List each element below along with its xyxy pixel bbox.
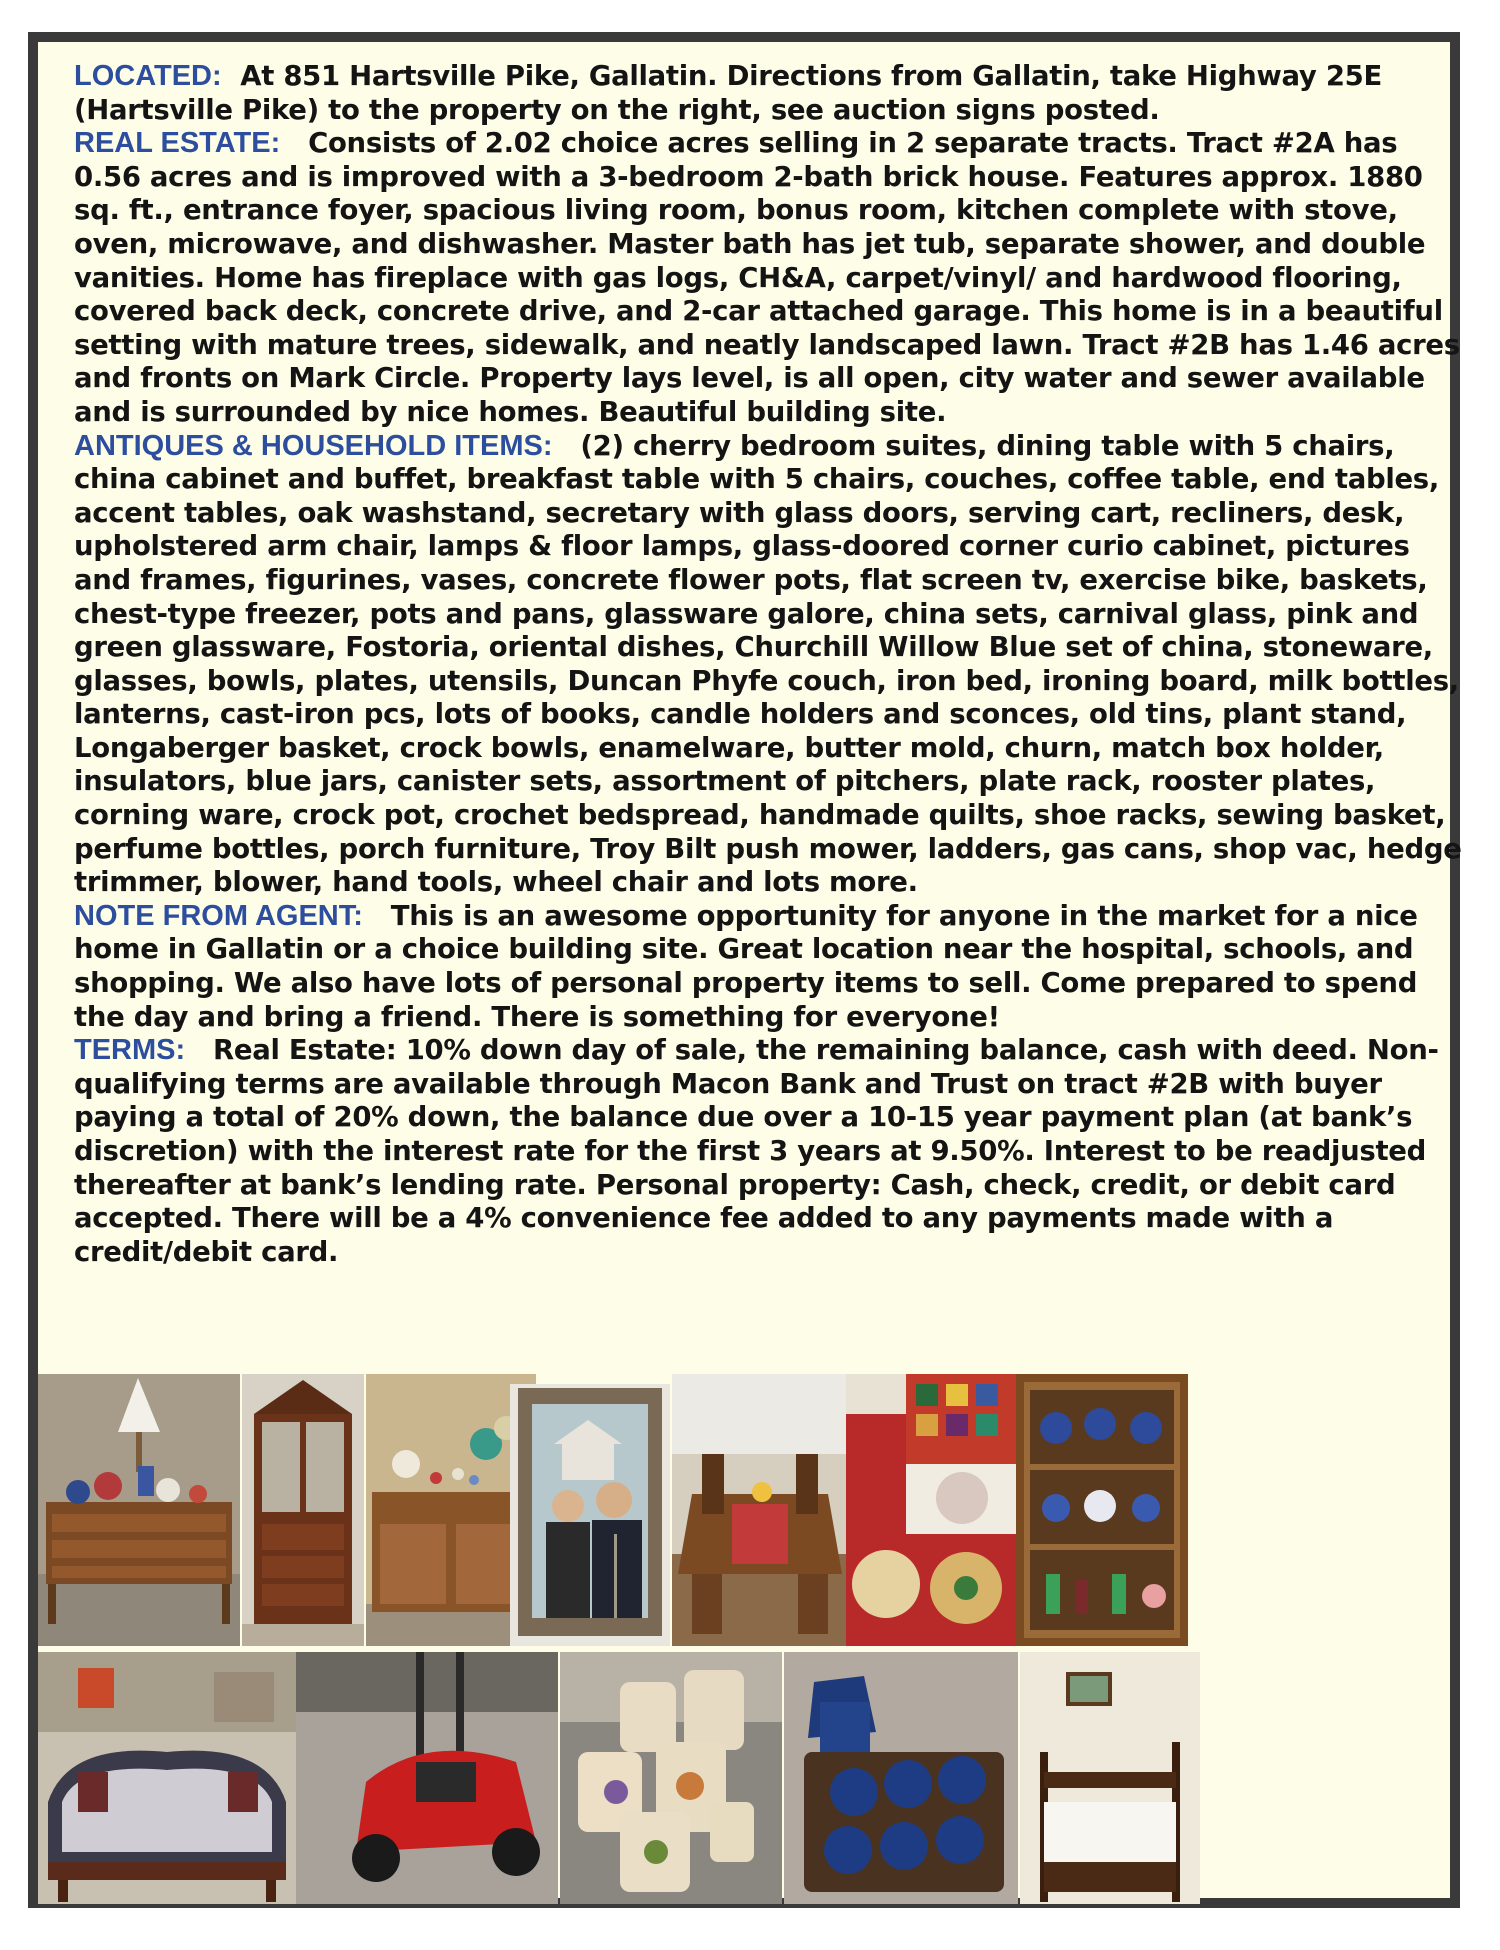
terms-heading: TERMS: xyxy=(74,1034,186,1067)
photo-china-cabinet xyxy=(1016,1374,1188,1646)
note-heading: NOTE FROM AGENT: xyxy=(74,899,363,932)
photo-push-mower xyxy=(296,1652,558,1904)
photo-american-gothic-print xyxy=(510,1384,670,1646)
photo-secretary-desk xyxy=(242,1374,364,1646)
antiques-section xyxy=(74,430,1464,900)
photo-bedroom-bed xyxy=(1020,1652,1200,1904)
photo-canister-set xyxy=(560,1652,782,1904)
photo-duncan-phyfe-couch xyxy=(38,1652,296,1904)
terms-section xyxy=(74,1034,1464,1269)
antiques-heading: ANTIQUES & HOUSEHOLD ITEMS: xyxy=(74,429,553,462)
real-estate-body: Consists of 2.02 choice acres selling in 2 separate tracts. Tract #2A has 0.56 acres and is improved with a 3-bedroom 2-bath brick house. Features approx. 1880 sq. ft., entrance foyer, spacious living room, bonus room, kitchen complete with stove, oven, microwave, and dishwasher. Master bath has jet tub, separate shower, and double vanities. Home has fireplace with gas logs, CH&A, carpet/vinyl/ and hardwood flooring, covered back deck, concrete drive, and 2-car attached garage. This home is in a beautiful setting with mature trees, sidewalk, and neatly landscaped lawn. Tract #2B has 1.46 acres and fronts on Mark Circle. Property lays level, is all open, city water and sewer available and is surrounded by nice homes. Beautiful building site. xyxy=(74,127,1460,428)
note-body: This is an awesome opportunity for anyone in the market for a nice home in Gallatin or a choice building site. Great location near the hospital, schools, and shopping. We also have lots of personal property items to sell. Come prepared to spend the day and bring a friend. There is something for everyone! xyxy=(74,899,1418,1033)
terms-body: Real Estate: 10% down day of sale, the remaining balance, cash with deed. Non-qualifying terms are available through Macon Bank and Trust on tract #2B with buyer paying a total of 20% down, the balance due over a 10-15 year payment plan (at bank’s discretion) with the interest rate for the first 3 years at 9.50%. Interest to be readjusted thereafter at bank’s lending rate. Personal property: Cash, check, credit, or debit card accepted. There will be a 4% convenience fee added to any payments made with a credit/debit card. xyxy=(74,1034,1439,1268)
located-body: At 851 Hartsville Pike, Gallatin. Directions from Gallatin, take Highway 25E (Hartsville Pike) to the property on the right, see auction signs posted. xyxy=(74,60,1382,126)
real-estate-section xyxy=(74,127,1464,429)
flyer-text xyxy=(74,60,1464,1269)
located-section xyxy=(74,60,1464,127)
photo-dresser-china xyxy=(38,1374,240,1646)
photo-dining-table xyxy=(672,1374,848,1646)
auction-flyer-panel xyxy=(28,32,1460,1908)
photo-quilts xyxy=(846,1374,1018,1646)
note-section xyxy=(74,900,1464,1034)
located-heading: LOCATED: xyxy=(74,60,222,92)
photo-collage xyxy=(38,1374,1450,1904)
photo-enamelware-mugs xyxy=(784,1652,1018,1904)
real-estate-heading: REAL ESTATE: xyxy=(74,127,281,160)
antiques-body: (2) cherry bedroom suites, dining table with 5 chairs, china cabinet and buffet, breakfast table with 5 chairs, couches, coffee table, end tables, accent tables, oak washstand, secretary with glass doors, serving cart, recliners, desk, upholstered arm chair, lamps & floor lamps, glass-doored corner curio cabinet, pictures and frames, figurines, vases, concrete flower pots, flat screen tv, exercise bike, baskets, chest-type freezer, pots and pans, glassware galore, china sets, carnival glass, pink and green glassware, Fostoria, oriental dishes, Churchill Willow Blue set of china, stoneware, glasses, bowls, plates, utensils, Duncan Phyfe couch, iron bed, ironing board, milk bottles, lanterns, cast-iron pcs, lots of books, candle holders and sconces, old tins, plant stand, Longaberger basket, crock bowls, enamelware, butter mold, churn, match box holder, insulators, blue jars, canister sets, assortment of pitchers, plate rack, rooster plates, corning ware, crock pot, crochet bedspread, handmade quilts, shoe racks, sewing basket, perfume bottles, porch furniture, Troy Bilt push mower, ladders, gas cans, shop vac, hedge trimmer, blower, hand tools, wheel chair and lots more. xyxy=(74,429,1462,899)
